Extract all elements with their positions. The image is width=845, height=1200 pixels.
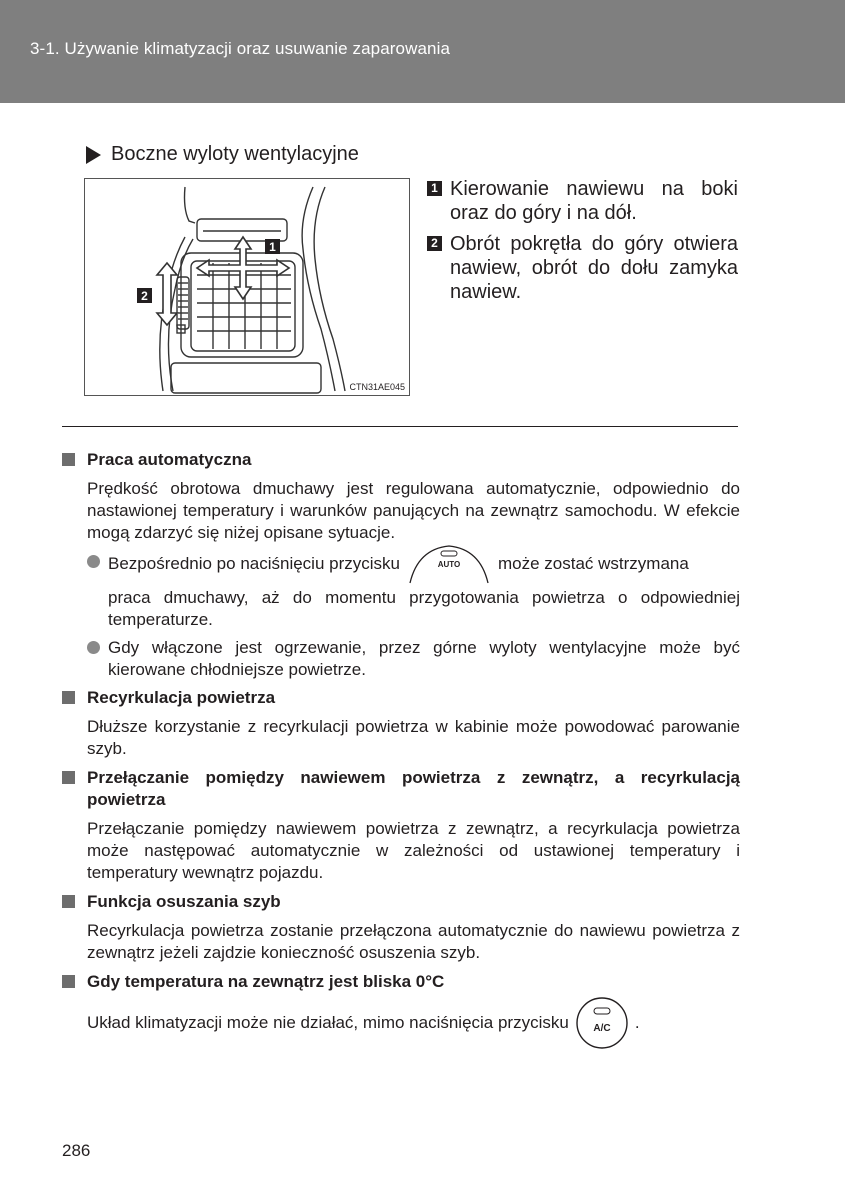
square-bullet-icon: [62, 895, 75, 908]
square-bullet-icon: [62, 975, 75, 988]
callout-item: [427, 177, 738, 225]
note-heading: Przełączanie pomiędzy nawiewem powietrza z zewnątrz, a recyrkulacją powietrza: [62, 767, 740, 811]
callout-number: 2: [427, 236, 442, 251]
ac-button-label: A/C: [593, 1023, 611, 1034]
dot-bullet-icon: [87, 555, 100, 568]
header-title: 3-1. Używanie klimatyzacji oraz usuwanie zaparowania: [30, 39, 450, 58]
bullet-item: Gdy włączone jest ogrzewanie, przez górne wyloty wentylacyjne może być kierowane chłodniejsze powietrze.: [87, 637, 740, 681]
note-text: Dłuższe korzystanie z recyrkulacji powietrza w kabinie może powodować parowanie szyb.: [87, 717, 740, 758]
callout-number: 1: [427, 181, 442, 196]
side-vent-drawing: [85, 179, 411, 397]
bullet-text-before: Bezpośrednio po naciśnięciu przycisku: [108, 554, 400, 573]
notes-content: [62, 449, 740, 1050]
note-text: Recyrkulacja powietrza zostanie przełączona automatycznie do nawiewu powietrza z zewnątrz jeżeli zajdzie konieczność osuszenia szyb.: [87, 921, 740, 962]
callout-item: [427, 232, 738, 304]
note-text: Przełączanie pomiędzy nawiewem powietrza z zewnątrz, a recyrkulacja powietrza może następować automatycznie w zależności od ustawionej temperatury i temperatury wewnątrz pojazdu.: [87, 819, 740, 882]
vent-illustration: [84, 178, 410, 396]
figure-label-1: 1: [269, 240, 276, 254]
dot-bullet-icon: [87, 641, 100, 654]
bullet-text-cont: praca dmuchawy, aż do momentu przygotowania powietrza o odpowiedniej temperaturze.: [108, 588, 740, 629]
note-text: Prędkość obrotowa dmuchawy jest regulowana automatycznie, odpowiednio do nastawionej temperatury i warunków panujących na zewnątrz samochodu. W efekcie mogą zdarzyć się niżej opisane sytuacje.: [87, 479, 740, 542]
callout-list: [427, 177, 738, 311]
callout-text: Kierowanie nawiewu na boki oraz do góry i na dół.: [450, 178, 738, 224]
square-bullet-icon: [62, 453, 75, 466]
ac-button-icon: [575, 996, 629, 1050]
triangle-bullet-icon: [86, 146, 101, 164]
page-number: 286: [62, 1141, 91, 1160]
section-heading: [86, 143, 359, 166]
figure-code: CTN31AE045: [349, 382, 405, 392]
note-text: Układ klimatyzacji może nie działać, mimo naciśnięcia przycisku A/C .: [87, 996, 740, 1050]
note-heading: Recyrkulacja powietrza: [62, 687, 740, 709]
note-heading: Funkcja osuszania szyb: [62, 891, 740, 913]
square-bullet-icon: [62, 771, 75, 784]
auto-button-icon: [408, 543, 490, 585]
bullet-text-after: może zostać wstrzymana: [498, 554, 689, 573]
bullet-item: [87, 551, 740, 631]
page-header: [0, 0, 845, 103]
square-bullet-icon: [62, 691, 75, 704]
callout-text: Obrót pokrętła do góry otwiera nawiew, obrót do dołu zamyka nawiew.: [450, 233, 738, 303]
note-heading: Praca automatyczna: [62, 449, 740, 471]
section-heading-text: Boczne wyloty wentylacyjne: [111, 143, 359, 165]
auto-button-label: AUTO: [437, 560, 461, 569]
figure-label-2: 2: [141, 289, 148, 303]
divider: [62, 426, 738, 427]
note-heading: Gdy temperatura na zewnątrz jest bliska 0°C: [62, 971, 740, 993]
